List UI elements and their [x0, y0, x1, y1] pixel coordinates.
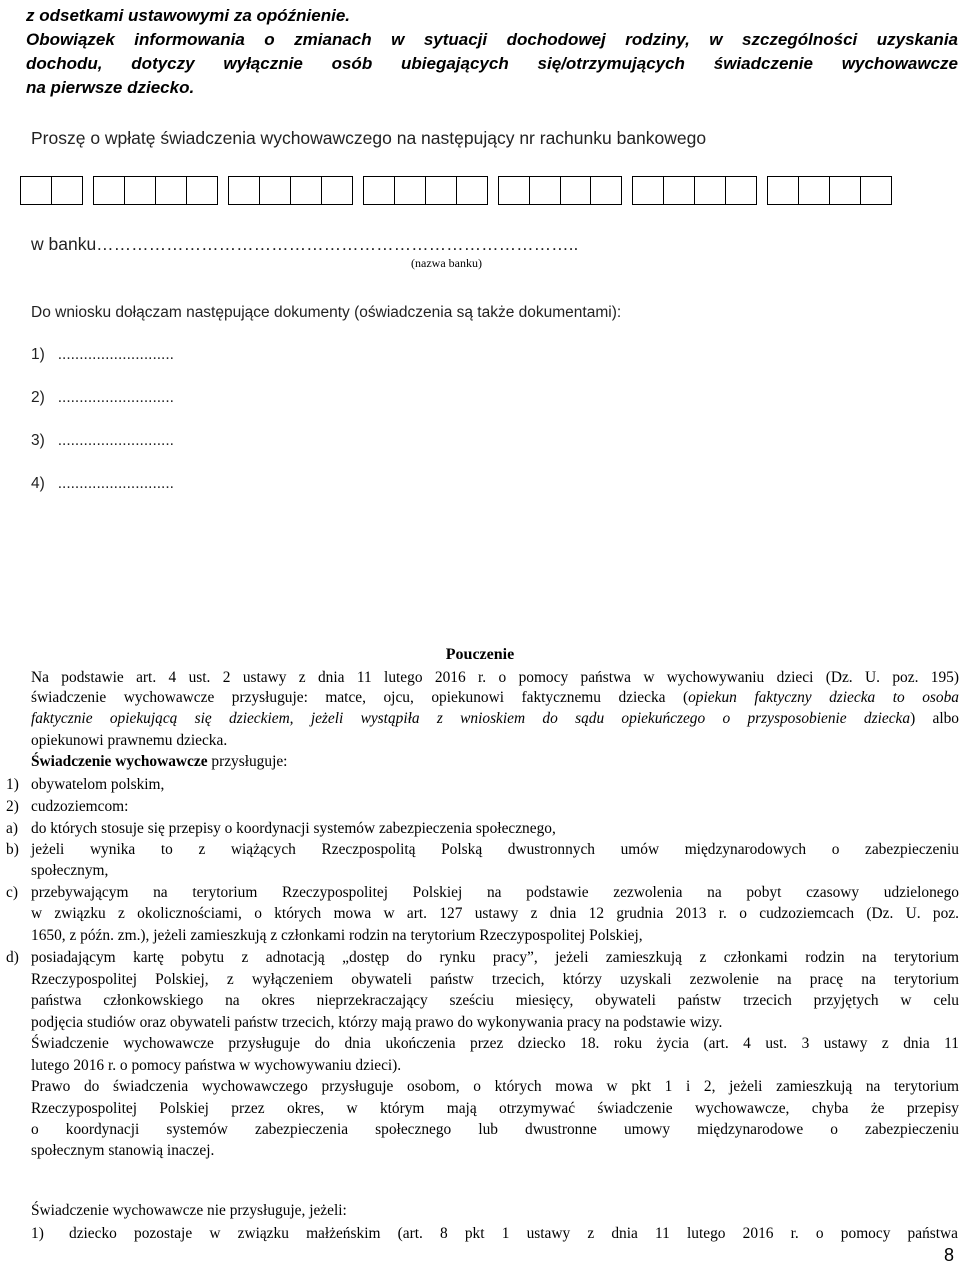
digit-box[interactable]: [767, 176, 798, 205]
digit-box[interactable]: [20, 176, 51, 205]
instruction-line: [31, 688, 959, 708]
page-number: 8: [944, 1245, 955, 1265]
attachment-item-4[interactable]: 4) ...........................: [31, 475, 174, 492]
list-item-line: podjęcia studiów oraz obywateli państw trzecich, którzy mają prawo do wykonywania pracy na podstawie wizy.: [31, 1014, 723, 1031]
list-marker: b): [6, 841, 19, 858]
list-marker: 2): [6, 798, 19, 815]
digit-box[interactable]: [124, 176, 155, 205]
instruction-text: świadczenie wychowawcze przysługuje: matce, ojcu, opiekunowi faktycznemu dziecka (: [31, 689, 689, 706]
exclusion-item-line: dziecko pozostaje w związku małżeńskim (art. 8 pkt 1 ustawy z dnia 11 lutego 2016 r. o pomocy państwa: [69, 1225, 958, 1242]
digit-box[interactable]: [394, 176, 425, 205]
attachment-item-3[interactable]: 3) ...........................: [31, 432, 174, 449]
list-item-line: państwa członkowskiego na okres nieprzekraczający sześciu miesięcy, obywateli państw trzecich przyjętych w celu: [31, 992, 959, 1009]
list-marker: c): [6, 884, 18, 901]
bank-account-request: Proszę o wpłatę świadczenia wychowawczego na następujący nr rachunku bankowego: [31, 128, 707, 148]
digit-box[interactable]: [186, 176, 218, 205]
box-gap: [83, 176, 93, 203]
instruction-text: ) albo: [910, 710, 959, 727]
residence-line: Rzeczypospolitej Polskiej przez okres, w którym mają otrzymywać świadczenie wychowawcze, chyba że przepisy: [31, 1100, 959, 1117]
age-limit-line: lutego 2016 r. o pomocy państwa w wychowywaniu dzieci).: [31, 1057, 402, 1074]
residence-line: Prawo do świadczenia wychowawczego przysługuje osobom, o których mowa w pkt 1 i 2, jeżeli zamieszkują na terytorium: [31, 1078, 959, 1095]
list-marker: 1): [31, 1225, 44, 1242]
list-item-line: cudzoziemcom:: [31, 798, 129, 815]
digit-box[interactable]: [829, 176, 860, 205]
instruction-line: opiekunowi prawnemu dziecka.: [31, 732, 228, 749]
digit-box[interactable]: [363, 176, 394, 205]
digit-box[interactable]: [860, 176, 892, 205]
list-item-line: posiadającym kartę pobytu z adnotacją „dostęp do rynku pracy”, jeżeli zamieszkują z członkami rodzin na terytorium: [31, 949, 959, 966]
eligibility-bold-text: Świadczenie wychowawcze: [31, 753, 208, 770]
digit-box[interactable]: [93, 176, 124, 205]
notice-line-3: dochodu, dotyczy wyłącznie osób ubiegających się/otrzymujących świadczenie wychowawcze: [26, 54, 958, 73]
digit-box[interactable]: [425, 176, 456, 205]
digit-box[interactable]: [321, 176, 353, 205]
digit-box[interactable]: [725, 176, 757, 205]
digit-box[interactable]: [498, 176, 529, 205]
list-item-line: Rzeczypospolitej Polskiej, z wyłączeniem obywateli państw trzecich, którzy uzyskali zezwolenie na pracę na terytorium: [31, 971, 959, 988]
list-item-line: społecznym,: [31, 862, 109, 879]
notice-line-4: na pierwsze dziecko.: [26, 78, 195, 97]
eligibility-text: przysługuje:: [207, 753, 288, 770]
box-gap: [353, 176, 363, 203]
digit-box[interactable]: [290, 176, 321, 205]
box-gap: [488, 176, 498, 203]
instruction-italic-text: opiekun faktyczny dziecka to osoba: [688, 689, 959, 706]
digit-box[interactable]: [51, 176, 83, 205]
instruction-line: Na podstawie art. 4 ust. 2 ustawy z dnia 11 lutego 2016 r. o pomocy państwa w wychowywaniu dzieci (Dz. U. poz. 195): [31, 669, 959, 686]
residence-line: społecznym stanowią inaczej.: [31, 1142, 215, 1159]
instruction-heading: Pouczenie: [445, 646, 515, 663]
digit-box[interactable]: [259, 176, 290, 205]
digit-box[interactable]: [798, 176, 829, 205]
notice-line-1: z odsetkami ustawowymi za opóźnienie.: [26, 6, 351, 25]
attachment-item-1[interactable]: 1) ...........................: [31, 346, 174, 363]
digit-box[interactable]: [228, 176, 259, 205]
list-marker: 1): [6, 776, 19, 793]
list-item-line: obywatelom polskim,: [31, 776, 165, 793]
digit-box[interactable]: [155, 176, 186, 205]
exclusions-intro: Świadczenie wychowawcze nie przysługuje, jeżeli:: [31, 1202, 347, 1219]
eligibility-intro: [31, 752, 287, 772]
digit-box[interactable]: [560, 176, 591, 205]
digit-box[interactable]: [694, 176, 725, 205]
attachment-item-2[interactable]: 2) ...........................: [31, 389, 174, 406]
digit-box[interactable]: [632, 176, 663, 205]
digit-box[interactable]: [456, 176, 488, 205]
list-item-line: w związku z okolicznościami, o których mowa w art. 127 ustawy z dnia 12 grudnia 2013 r. o cudzoziemcach (Dz. U. poz.: [31, 905, 959, 922]
instruction-italic-text: faktycznie opiekującą się dzieckiem, jeżeli wystąpiła z wnioskiem do sądu opiekuńczego o przysposobienie dziecka: [31, 710, 911, 727]
attachments-heading: Do wniosku dołączam następujące dokumenty (oświadczenia są także dokumentami):: [31, 304, 622, 321]
age-limit-line: Świadczenie wychowawcze przysługuje do dnia ukończenia przez dziecko 18. roku życia (art. 4 ust. 3 ustawy z dnia 11: [31, 1035, 959, 1052]
list-item-line: 1650, z późn. zm.), jeżeli zamieszkują z członkami rodzin na terytorium Rzeczypospolitej Polskiej,: [31, 927, 643, 944]
digit-box[interactable]: [663, 176, 694, 205]
list-item-line: przebywającym na terytorium Rzeczypospolitej Polskiej na podstawie zezwolenia na pobyt czasowy udzielonego: [31, 884, 959, 901]
notice-line-2: Obowiązek informowania o zmianach w sytuacji dochodowej rodziny, w szczególności uzyskania: [26, 30, 958, 49]
list-item-line: do których stosuje się przepisy o koordynacji systemów zabezpieczenia społecznego,: [31, 820, 556, 837]
digit-box[interactable]: [590, 176, 622, 205]
list-item-line: jeżeli wynika to z wiążących Rzeczpospolitą Polską dwustronnych umów międzynarodowych o zabezpieczeniu: [31, 841, 959, 858]
box-gap: [757, 176, 767, 203]
list-marker: a): [6, 820, 18, 837]
instruction-line: [31, 709, 959, 729]
bank-account-number-boxes[interactable]: [20, 176, 892, 205]
bank-name-caption: (nazwa banku): [411, 256, 482, 270]
residence-line: o koordynacji systemów zabezpieczenia społecznego lub dwustronne umowy międzynarodowe o zabezpieczeniu: [31, 1121, 959, 1138]
bank-name-field[interactable]: w banku………………………………………………………………………..: [31, 234, 579, 254]
list-marker: d): [6, 949, 19, 966]
digit-box[interactable]: [529, 176, 560, 205]
box-gap: [622, 176, 632, 203]
box-gap: [218, 176, 228, 203]
